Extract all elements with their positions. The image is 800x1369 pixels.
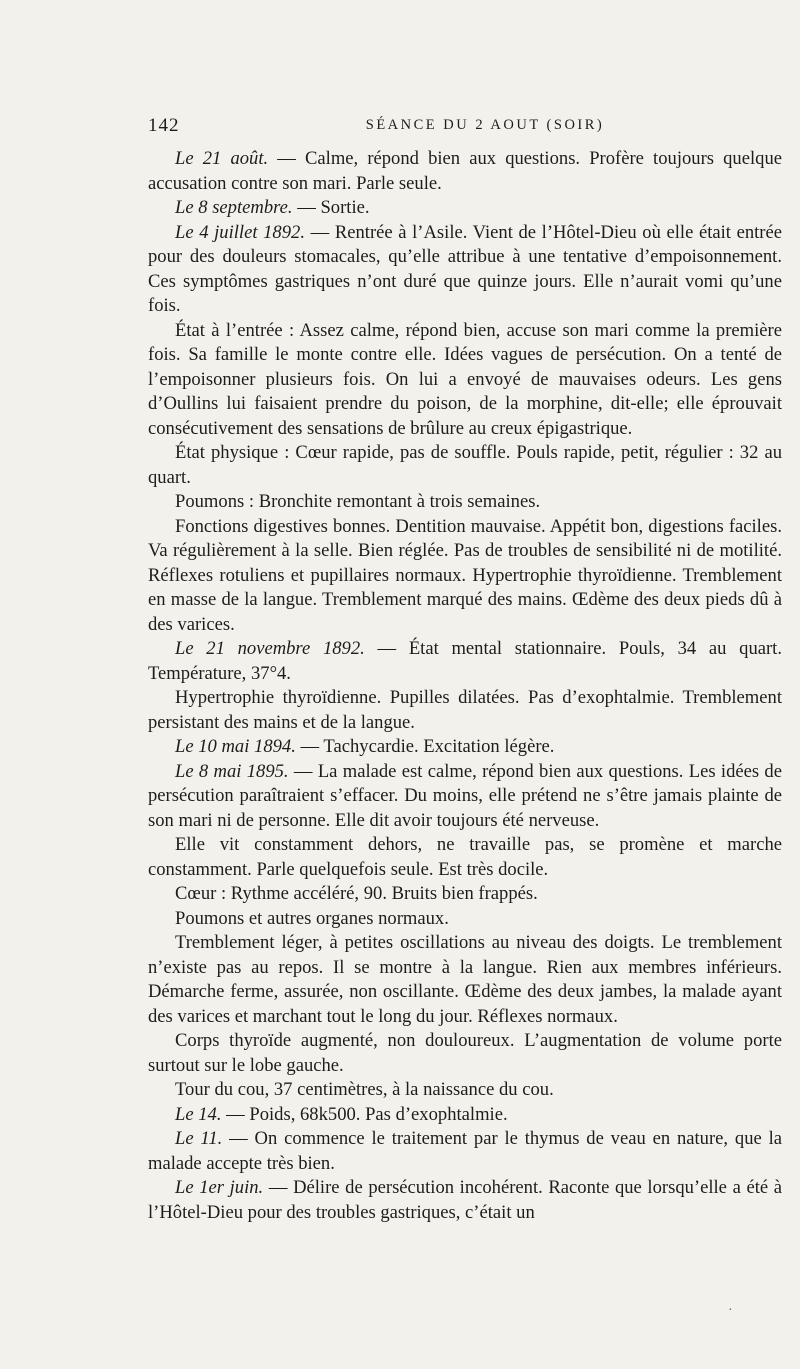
paragraph: [148, 1127, 782, 1176]
entry-date: Le 11.: [175, 1128, 223, 1149]
paragraph: [148, 735, 782, 760]
paragraph-text: Tremblement léger, à petites oscillations au niveau des doigts. Le tremblement n’existe pas au repos. Il se montre à la langue. Rien aux membres inférieurs. Démarche ferme, assurée, non oscillante. Œdème des deux jambes, la malade ayant des varices et marchant tout le long du jour. Réflexes normaux.: [148, 932, 782, 1027]
article-body: [148, 147, 782, 1225]
paragraph-text: Elle vit constamment dehors, ne travaille pas, se promène et marche constamment. Parle quelquefois seule. Est très docile.: [148, 834, 782, 880]
paragraph-text: État à l’entrée : Assez calme, répond bien, accuse son mari comme la première fois. Sa famille le monte contre elle. Idées vagues de persécution. On a tenté de l’empoisonner plusieurs fois. On lui a envoyé de mauvaises odeurs. Les gens d’Oullins lui faisaient prendre du poison, de la morphine, dit-elle; elle éprouvait consécutivement des sensations de brûlure au creux épigastrique.: [148, 319, 782, 439]
paragraph-text: Corps thyroïde augmenté, non douloureux. L’augmentation de volume porte surtout sur le lobe gauche.: [148, 1030, 782, 1076]
paragraph-text: — Tachycardie. Excitation légère.: [295, 736, 555, 757]
paragraph: [148, 686, 782, 735]
paragraph: [148, 1103, 782, 1128]
paragraph: [148, 1029, 782, 1078]
page-number: 142: [148, 115, 180, 136]
paragraph: [148, 147, 782, 196]
entry-date: Le 1er juin.: [175, 1177, 264, 1198]
paragraph: [148, 760, 782, 834]
paragraph-text: Hypertrophie thyroïdienne. Pupilles dilatées. Pas d’exophtalmie. Tremblement persistant des mains et de la langue.: [148, 687, 782, 733]
paragraph-text: — La malade est calme, répond bien aux questions. Les idées de persécution paraîtraient s’effacer. Du moins, elle prétend ne s’être jamais plainte de son mari ni de personne. Elle dit avoir toujours été nerveuse.: [148, 760, 782, 831]
entry-date: Le 14.: [175, 1103, 222, 1125]
paragraph: [148, 931, 782, 1029]
paragraph: [148, 907, 782, 932]
entry-date: Le 21 novembre 1892.: [175, 638, 365, 659]
entry-date: Le 21 août.: [175, 148, 269, 169]
paragraph-text: Poumons et autres organes normaux.: [175, 907, 449, 929]
paragraph-text: — Calme, répond bien aux questions. Profère toujours quelque accusation contre son mari. Parle seule.: [148, 148, 782, 194]
paragraph: [148, 637, 782, 686]
paragraph-text: — État mental stationnaire. Pouls, 34 au quart. Température, 37°4.: [148, 638, 782, 684]
paragraph: [148, 490, 782, 515]
paragraph-text: Cœur : Rythme accéléré, 90. Bruits bien frappés.: [175, 883, 538, 904]
entry-date: Le 10 mai 1894.: [175, 736, 296, 757]
paragraph: [148, 221, 782, 319]
paragraph-text: — Sortie.: [292, 197, 370, 218]
paragraph-text: État physique : Cœur rapide, pas de souffle. Pouls rapide, petit, régulier : 32 au quart.: [148, 442, 782, 488]
paragraph-text: Poumons : Bronchite remontant à trois semaines.: [175, 491, 541, 512]
paragraph-text: — Poids, 68k500. Pas d’exophtalmie.: [221, 1103, 508, 1125]
paragraph-text: — On commence le traitement par le thymus de veau en nature, que la malade accepte très bien.: [148, 1128, 782, 1174]
paragraph: [148, 196, 782, 221]
entry-date: Le 8 septembre.: [175, 197, 293, 218]
paragraph: [148, 515, 782, 638]
paragraph: [148, 833, 782, 882]
paragraph-text: Tour du cou, 37 centimètres, à la naissance du cou.: [175, 1079, 554, 1100]
page-header: [148, 115, 782, 141]
entry-date: Le 4 juillet 1892.: [175, 221, 305, 243]
paragraph-text: — Délire de persécution incohérent. Raconte que lorsqu’elle a été à l’Hôtel-Dieu pour des troubles gastriques, c’était un: [148, 1177, 782, 1223]
paragraph: [148, 882, 782, 907]
paragraph: [148, 1078, 782, 1103]
running-head: SÉANCE DU 2 AOUT (SOIR): [365, 117, 605, 133]
paragraph: [148, 319, 782, 442]
stray-mark: ·: [728, 1303, 733, 1318]
paragraph: [148, 1176, 782, 1225]
paragraph-text: Fonctions digestives bonnes. Dentition mauvaise. Appétit bon, digestions faciles. Va régulièrement à la selle. Bien réglée. Pas de troubles de sensibilité ni de motilité. Réflexes rotuliens et pupillaires normaux. Hypertrophie thyroïdienne. Tremblement en masse de la langue. Tremblement marqué des mains. Œdème des deux pieds dû à des varices.: [148, 515, 782, 635]
entry-date: Le 8 mai 1895.: [175, 760, 289, 782]
paragraph-text: — Rentrée à l’Asile. Vient de l’Hôtel-Dieu où elle était entrée pour des douleurs stomacales, qu’elle attribue à une tentative d’empoisonnement. Ces symptômes gastriques n’ont duré que quinze jours. Elle n’aurait vomi qu’une fois.: [148, 221, 782, 316]
paragraph: [148, 441, 782, 490]
